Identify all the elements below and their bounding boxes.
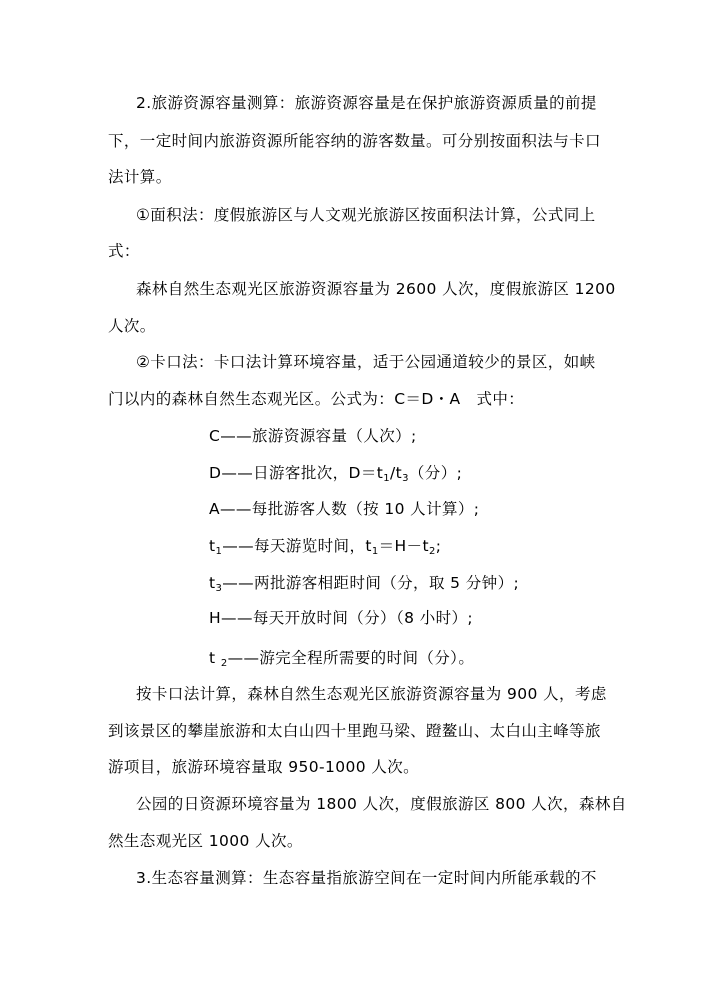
def-d bbox=[209, 463, 462, 483]
def-t1-sub1: 1 bbox=[215, 546, 223, 557]
p6-line-1: 公园的日资源环境容量为 1800 人次，度假旅游区 800 人次，森林自 bbox=[136, 795, 627, 813]
p4-line-2: 门以内的森林自然生态观光区。公式为：C＝D・A 式中： bbox=[108, 390, 525, 408]
def-d-pre: D——日游客批次，D＝t bbox=[209, 464, 384, 482]
def-d-mid: /t bbox=[390, 464, 403, 482]
p2-line-2: 式： bbox=[108, 242, 140, 260]
p6-line-2: 然生态观光区 1000 人次。 bbox=[108, 832, 303, 850]
def-t1 bbox=[209, 536, 441, 556]
def-a: A——每批游客人数（按 10 人计算）; bbox=[209, 500, 480, 518]
def-t3-post: ——两批游客相距时间（分，取 5 分钟）; bbox=[222, 574, 520, 592]
def-t1-sub2: 1 bbox=[371, 546, 379, 557]
def-t1-pre: t bbox=[209, 537, 216, 555]
p3-line-1: 森林自然生态观光区旅游资源容量为 2600 人次，度假旅游区 1200 bbox=[136, 280, 616, 298]
def-d-post: （分）; bbox=[408, 464, 463, 482]
p5-line-3: 游项目，旅游环境容量取 950-1000 人次。 bbox=[108, 758, 420, 776]
def-t2-post: ——游完全程所需要的时间（分）。 bbox=[227, 649, 475, 667]
def-t3 bbox=[209, 573, 519, 593]
def-d-sub2: 3 bbox=[402, 473, 409, 484]
def-t3-sub: 3 bbox=[215, 583, 223, 594]
def-t1-mid: ——每天游览时间，t bbox=[222, 537, 372, 555]
def-d-sub1: 1 bbox=[383, 473, 391, 484]
def-t2 bbox=[209, 648, 474, 668]
p4-line-1: ②卡口法：卡口法计算环境容量，适于公园通道较少的景区，如峡 bbox=[136, 353, 596, 371]
def-t1-post: ; bbox=[435, 537, 442, 555]
p1-line-3: 法计算。 bbox=[108, 168, 172, 186]
def-t2-sub: 2 bbox=[220, 658, 228, 669]
p1-line-1: 2.旅游资源容量测算：旅游资源容量是在保护旅游资源质量的前提 bbox=[136, 94, 597, 112]
def-h: H——每天开放时间（分）（8 小时）; bbox=[209, 609, 474, 627]
p5-line-1: 按卡口法计算，森林自然生态观光区旅游资源容量为 900 人，考虑 bbox=[136, 685, 607, 703]
def-t3-pre: t bbox=[209, 574, 216, 592]
p5-line-2: 到该景区的攀崖旅游和太白山四十里跑马梁、蹬鳌山、太白山主峰等旅 bbox=[108, 722, 601, 740]
p2-line-1: ①面积法：度假旅游区与人文观光旅游区按面积法计算，公式同上 bbox=[136, 206, 596, 224]
p7-line-1: 3.生态容量测算：生态容量指旅游空间在一定时间内所能承载的不 bbox=[136, 869, 597, 887]
p1-line-2: 下，一定时间内旅游资源所能容纳的游客数量。可分别按面积法与卡口 bbox=[108, 132, 601, 150]
def-t1-mid2: ＝H－t bbox=[378, 537, 429, 555]
def-t2-pre: t bbox=[209, 649, 221, 667]
def-t1-sub3: 2 bbox=[428, 546, 436, 557]
p3-line-2: 人次。 bbox=[108, 317, 156, 335]
def-c: C——旅游资源容量（人次）; bbox=[209, 427, 417, 445]
